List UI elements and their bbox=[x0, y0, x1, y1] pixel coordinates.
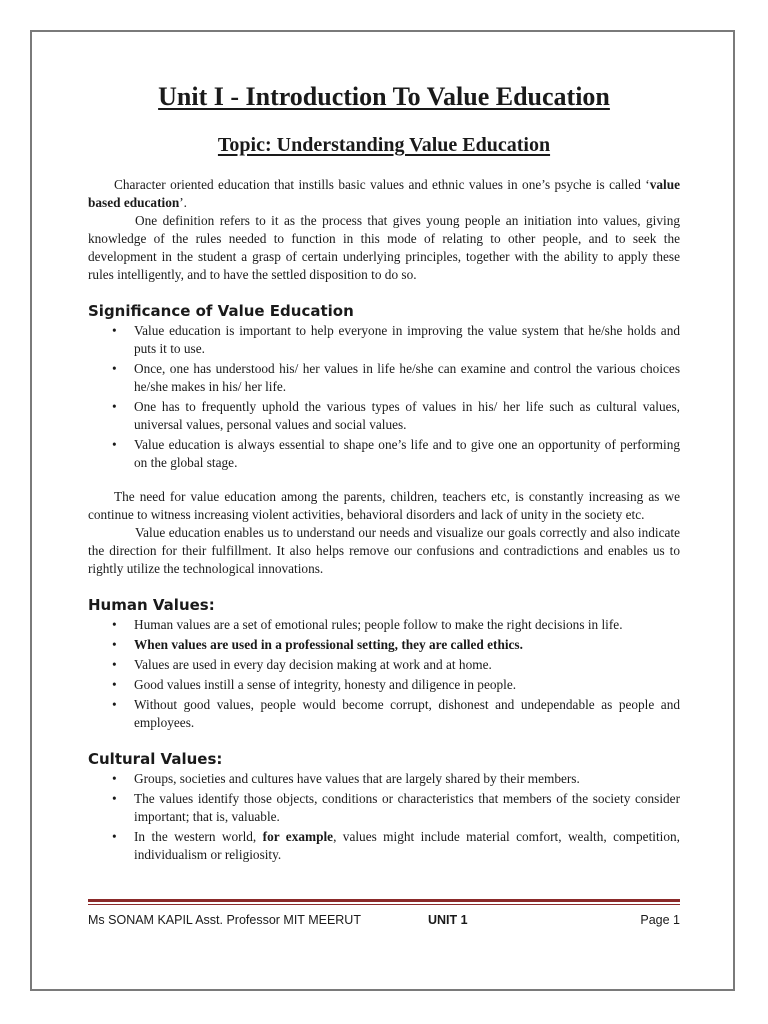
list-item-bold-text: for example bbox=[262, 829, 334, 844]
intro-paragraph-1 bbox=[88, 176, 680, 212]
bullet-icon: • bbox=[112, 361, 117, 376]
list-item-text: When values are used in a professional setting, they are called ethics. bbox=[134, 637, 523, 652]
footer-rule bbox=[88, 899, 680, 902]
list-item bbox=[112, 436, 680, 472]
bullet-icon: • bbox=[112, 637, 117, 652]
list-item-text: Human values are a set of emotional rules; people follow to make the right decisions in life. bbox=[134, 617, 623, 632]
list-item-text: Without good values, people would become corrupt, dishonest and undependable as people and employees. bbox=[134, 697, 680, 730]
bullet-icon: • bbox=[112, 399, 117, 414]
list-item-text: Once, one has understood his/ her values in life he/she can examine and control the various choices he/she makes in his/ her life. bbox=[134, 361, 680, 394]
human-values-list bbox=[88, 616, 680, 732]
list-item bbox=[112, 616, 680, 634]
bullet-icon: • bbox=[112, 829, 117, 844]
list-item bbox=[112, 656, 680, 674]
footer-unit: UNIT 1 bbox=[428, 913, 468, 927]
human-values-heading: Human Values: bbox=[88, 596, 215, 614]
need-paragraph-1: The need for value education among the parents, children, teachers etc, is constantly increasing as we continue to witness increasing violent activities, behavioral disorders and lack of unity in the society etc. bbox=[88, 489, 680, 522]
topic-heading: Topic: Understanding Value Education bbox=[217, 134, 551, 156]
list-item bbox=[112, 696, 680, 732]
list-item bbox=[112, 398, 680, 434]
list-item bbox=[112, 790, 680, 826]
document-body bbox=[88, 176, 680, 866]
significance-heading: Significance of Value Education bbox=[88, 302, 354, 320]
list-item-text: Groups, societies and cultures have values that are largely shared by their members. bbox=[134, 771, 580, 786]
bullet-icon: • bbox=[112, 323, 117, 338]
list-item bbox=[112, 322, 680, 358]
bullet-icon: • bbox=[112, 617, 117, 632]
list-item bbox=[112, 828, 680, 864]
page-title: Unit I - Introduction To Value Education bbox=[158, 82, 610, 111]
intro-text-end: ’. bbox=[179, 195, 188, 210]
list-item bbox=[112, 636, 680, 654]
list-item-text: In the western world, bbox=[134, 829, 263, 844]
need-paragraph-2: Value education enables us to understand our needs and visualize our goals correctly and also indicate the direction for their fulfillment. It also helps remove our confusions and contradictions and enables us to rightly utilize the technological innovations. bbox=[88, 525, 680, 576]
list-item bbox=[112, 360, 680, 396]
list-item-text: Value education is important to help everyone in improving the value system that he/she holds and puts it to use. bbox=[134, 323, 680, 356]
cultural-values-heading: Cultural Values: bbox=[88, 750, 223, 768]
footer-page-number: Page 1 bbox=[640, 913, 680, 927]
significance-list bbox=[88, 322, 680, 472]
bullet-icon: • bbox=[112, 791, 117, 806]
bullet-icon: • bbox=[112, 437, 117, 452]
bullet-icon: • bbox=[112, 657, 117, 672]
bullet-icon: • bbox=[112, 697, 117, 712]
intro-text: Character oriented education that instills basic values and ethnic values in one’s psyche is called ‘ bbox=[114, 177, 650, 192]
list-item-text-end: , values might include material comfort, wealth, competition, individualism or religiosity. bbox=[134, 829, 680, 862]
bullet-icon: • bbox=[112, 677, 117, 692]
list-item bbox=[112, 676, 680, 694]
list-item-text: Values are used in every day decision making at work and at home. bbox=[134, 657, 492, 672]
list-item bbox=[112, 770, 680, 788]
list-item-text: The values identify those objects, conditions or characteristics that members of the society consider important; that is, valuable. bbox=[134, 791, 680, 824]
footer-author: Ms SONAM KAPIL Asst. Professor MIT MEERUT bbox=[88, 913, 361, 927]
list-item-text: Good values instill a sense of integrity, honesty and diligence in people. bbox=[134, 677, 517, 692]
list-item-text: One has to frequently uphold the various types of values in his/ her life such as cultural values, universal values, personal values and social values. bbox=[134, 399, 680, 432]
bullet-icon: • bbox=[112, 771, 117, 786]
footer-rule-thin bbox=[88, 904, 680, 905]
cultural-values-list bbox=[88, 770, 680, 864]
list-item-text: Value education is always essential to shape one’s life and to give one an opportunity of performing on the global stage. bbox=[134, 437, 680, 470]
intro-paragraph-2: One definition refers to it as the process that gives young people an initiation into values, giving knowledge of the rules needed to function in this mode of relating to other people, and to seek the development in the student a grasp of certain underlying principles, together with the ability to apply these rules intelligently, and to have the settled disposition to do so. bbox=[88, 213, 680, 282]
intro-bold-term: value based education bbox=[88, 177, 680, 210]
